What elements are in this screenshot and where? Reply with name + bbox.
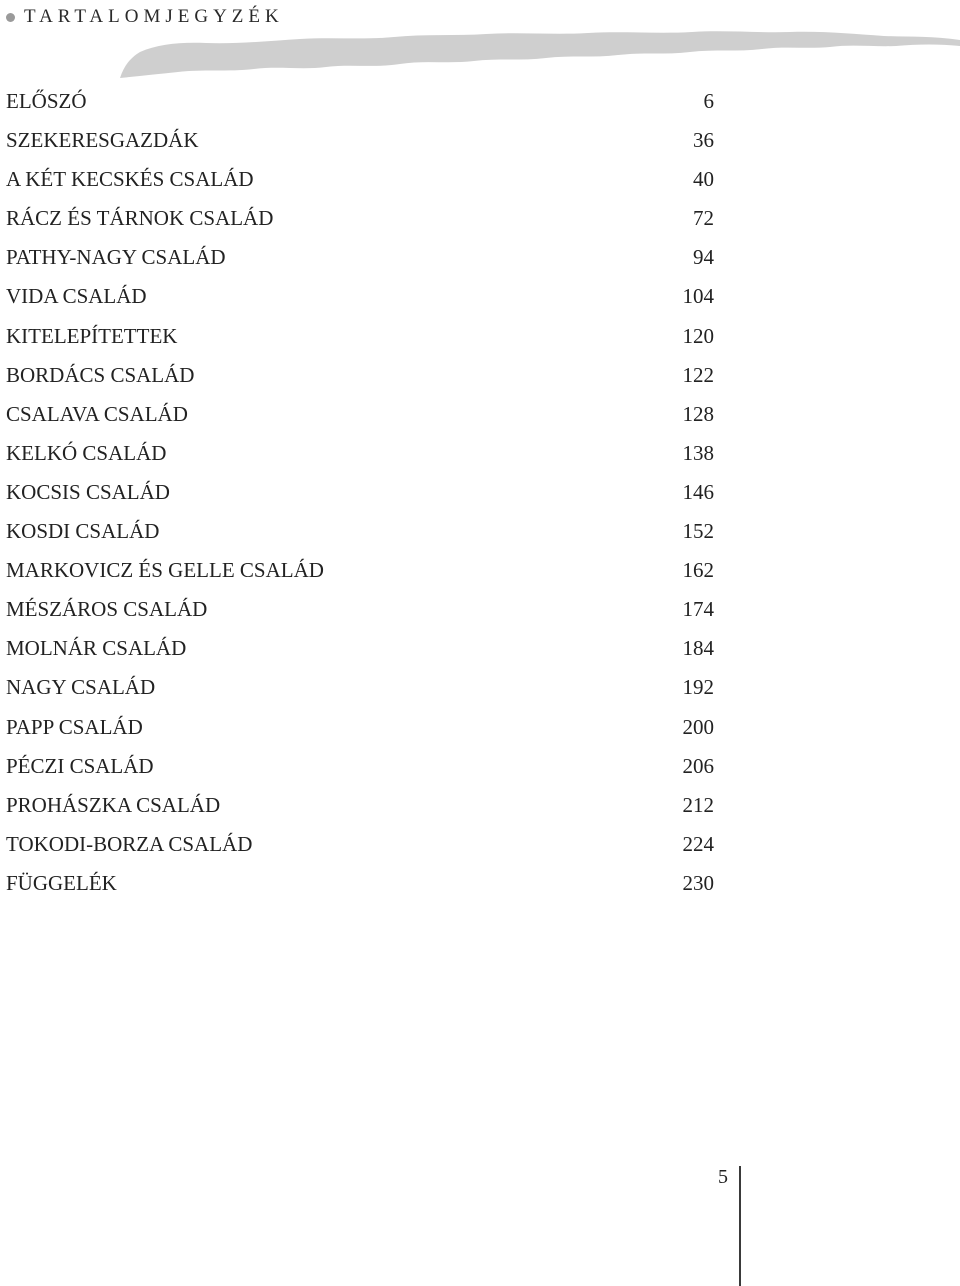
toc-entry [6,747,714,786]
toc-entry-title: CSALAVA CSALÁD [6,401,188,426]
toc-entry-title: MÉSZÁROS CSALÁD [6,597,208,622]
toc-entry-page: 40 [693,167,714,192]
toc-entry-title: MOLNÁR CSALÁD [6,636,187,661]
brush-stroke-decoration [118,22,960,84]
toc-entry [6,708,714,747]
toc-entry [6,317,714,356]
page-number: 5 [718,1166,728,1188]
toc-entry [6,356,714,395]
toc-entry-title: VIDA CSALÁD [6,284,147,309]
toc-entry [6,590,714,629]
toc-entry-page: 72 [693,206,714,231]
toc-entry-title: NAGY CSALÁD [6,675,156,700]
toc-entry-page: 6 [703,89,714,113]
toc-entry-page: 212 [682,792,714,817]
toc-entry-title: KOCSIS CSALÁD [6,479,170,504]
toc-entry-title: PÉCZI CSALÁD [6,753,154,778]
toc-entry-title: PAPP CSALÁD [6,714,143,739]
toc-entry [6,473,714,512]
table-of-contents [6,82,714,903]
toc-entry [6,434,714,473]
toc-entry [6,551,714,590]
toc-entry-title: MARKOVICZ ÉS GELLE CSALÁD [6,558,324,583]
bullet-icon [6,13,15,22]
toc-entry-page: 138 [682,440,714,465]
toc-entry-page: 230 [682,870,714,895]
toc-entry-page: 162 [682,558,714,583]
page-title: TARTALOMJEGYZÉK [24,6,284,27]
toc-entry-title: PROHÁSZKA CSALÁD [6,792,221,817]
toc-entry-title: SZEKERESGAZDÁK [6,128,199,153]
toc-entry-page: 224 [682,831,714,856]
toc-entry-page: 174 [682,597,714,622]
toc-entry-title: KELKÓ CSALÁD [6,440,167,465]
toc-entry-page: 192 [682,675,714,700]
toc-entry [6,786,714,825]
toc-entry-page: 152 [682,519,714,544]
toc-entry [6,277,714,316]
toc-entry-page: 104 [682,284,714,309]
toc-entry-title: ELŐSZÓ [6,89,87,113]
toc-entry-title: FÜGGELÉK [6,870,117,895]
toc-entry-page: 146 [682,479,714,504]
toc-entry-title: KITELEPÍTETTEK [6,323,178,348]
toc-entry [6,825,714,864]
toc-entry-page: 120 [682,323,714,348]
toc-entry-title: KOSDI CSALÁD [6,519,160,544]
toc-entry-title: BORDÁCS CSALÁD [6,362,195,387]
toc-entry-page: 200 [682,714,714,739]
toc-entry-title: A KÉT KECSKÉS CSALÁD [6,167,254,192]
toc-entry [6,395,714,434]
toc-entry-page: 184 [682,636,714,661]
toc-entry [6,238,714,277]
toc-entry-page: 128 [682,401,714,426]
vertical-rule [739,1166,741,1286]
toc-entry [6,512,714,551]
toc-entry-page: 94 [693,245,714,270]
toc-entry [6,668,714,707]
toc-entry [6,121,714,160]
toc-entry-page: 122 [682,362,714,387]
toc-entry-page: 206 [682,753,714,778]
toc-entry-title: TOKODI-BORZA CSALÁD [6,831,253,856]
toc-entry-page: 36 [693,128,714,153]
toc-entry [6,199,714,238]
toc-entry [6,82,714,121]
brush-stroke-shape [120,31,960,78]
toc-entry [6,629,714,668]
toc-entry-title: RÁCZ ÉS TÁRNOK CSALÁD [6,206,274,231]
toc-entry [6,864,714,903]
toc-entry [6,160,714,199]
toc-entry-title: PATHY-NAGY CSALÁD [6,245,226,270]
